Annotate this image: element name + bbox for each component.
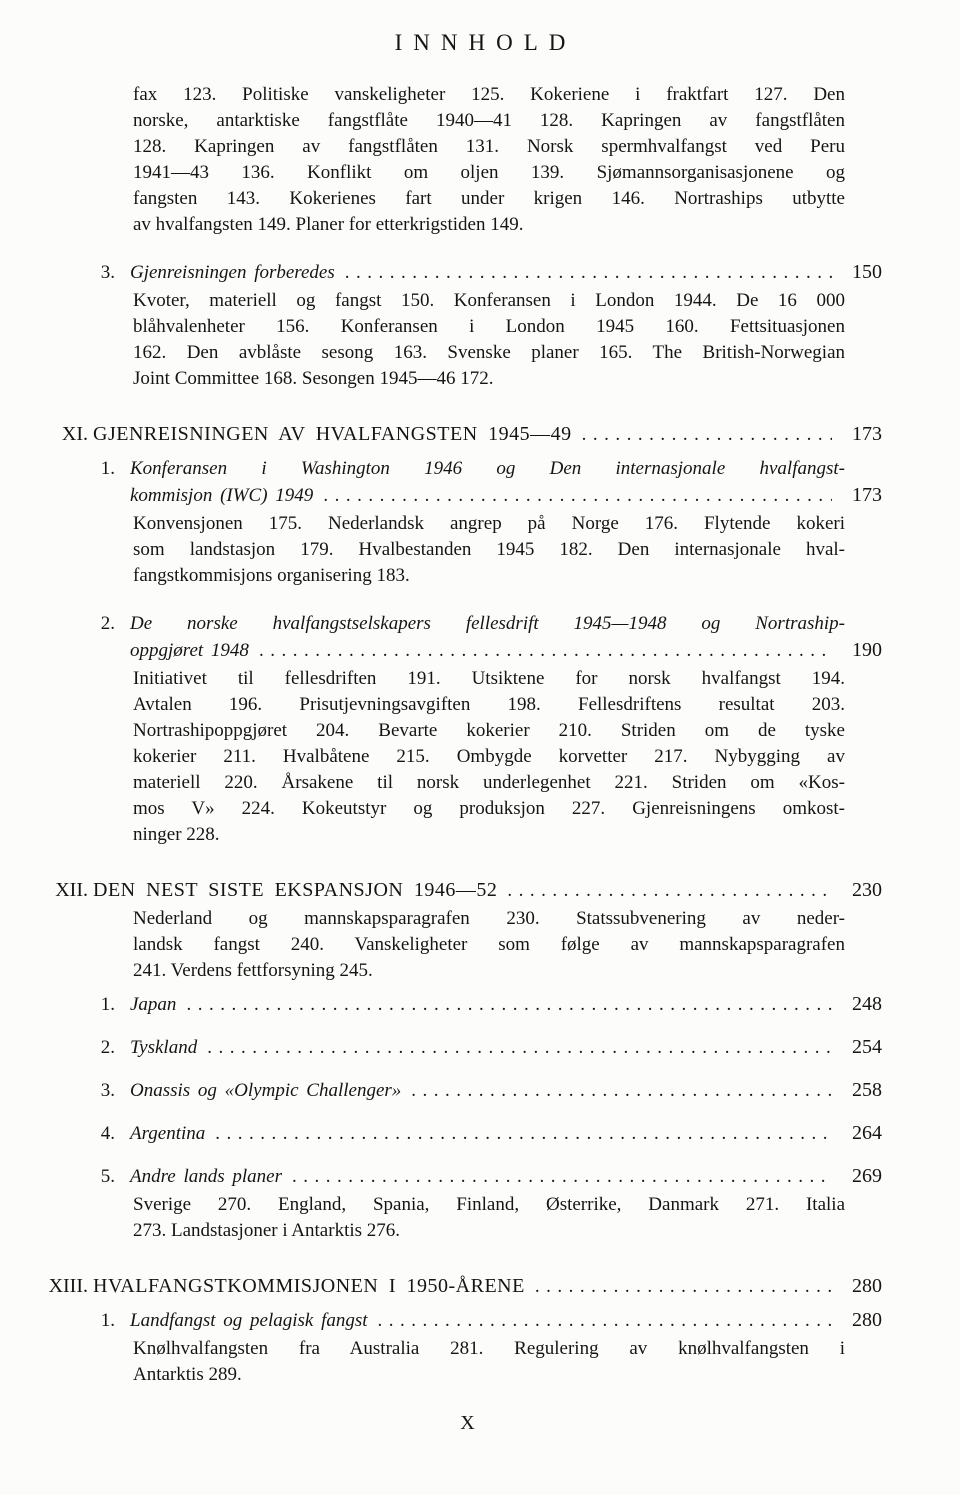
section-entry [0,1120,960,1147]
page-number: 248 [852,993,882,1015]
dot-leader [292,1163,832,1190]
entry-number: 1. [100,458,115,479]
dot-leader [215,1120,832,1147]
body-line: ninger 228. [133,824,220,845]
chapter-entry [0,877,960,984]
entry-number: XI. [61,423,88,445]
body-line: Avtalen 196. Prisutjevningsavgiften 198. Fellesdriftens resultat 203. [133,694,845,715]
section-title: Landfangst og pelagisk fangst [130,1310,368,1331]
page-number: 269 [852,1165,882,1187]
section-title: Konferansen i Washington 1946 og Den internasjonale hvalfangst- [130,458,845,479]
body-paragraph [133,906,845,984]
body-line: materiell 220. Årsakene til norsk underlegenhet 221. Striden om «Kos- [133,772,845,793]
section-title: Gjenreisningen forberedes [130,262,335,283]
section-title: Andre lands planer [130,1166,283,1187]
dot-leader [535,1273,832,1300]
dot-leader [323,482,832,509]
body-line: som landstasjon 179. Hvalbestanden 1945 182. Den internasjonale hval- [133,539,845,560]
chapter-title: GJENREISNINGEN AV HVALFANGSTEN 1945—49 [93,423,572,445]
body-line: 162. Den avblåste sesong 163. Svenske planer 165. The British-Norwegian [133,342,845,363]
chapter-row [30,877,882,904]
section-entry [0,259,960,392]
body-paragraph [133,1336,845,1388]
dot-leader [186,991,832,1018]
body-line: Nortrashipoppgjøret 204. Bevarte kokerier 210. Striden om de tyske [133,720,845,741]
page-number: 173 [852,484,882,506]
body-paragraph [133,511,845,589]
page-number: 280 [852,1309,882,1331]
section-title: De norske hvalfangstselskapers fellesdrift 1945—1948 og Nortraship- [130,613,845,634]
body-line: fax 123. Politiske vanskeligheter 125. Kokeriene i fraktfart 127. Den [133,84,845,105]
section-row [30,637,882,664]
page-number: 264 [852,1122,882,1144]
entry-number: 1. [100,994,115,1015]
dot-leader [207,1034,832,1061]
chapter-entry [0,421,960,448]
dot-leader [507,877,832,904]
section-title: Tyskland [130,1037,198,1058]
section-title: oppgjøret 1948 [130,640,249,661]
section-entry [0,610,960,848]
section-entry [0,991,960,1018]
section-row [30,610,882,637]
page-number: 230 [852,879,882,901]
body-paragraph [133,1192,845,1244]
body-line: av hvalfangsten 149. Planer for etterkrigstiden 149. [133,214,524,235]
chapter-row [30,1273,882,1300]
section-entry [0,1163,960,1244]
dot-leader [345,259,832,286]
dot-leader [582,421,832,448]
body-line: landsk fangst 240. Vanskeligheter som følge av mannskapsparagrafen [133,934,845,955]
body-paragraph [133,666,845,848]
section-entry [0,1034,960,1061]
section-row [30,259,882,286]
section-title: kommisjon (IWC) 1949 [130,485,314,506]
body-line: Joint Committee 168. Sesongen 1945—46 172. [133,368,494,389]
body-line: kokerier 211. Hvalbåtene 215. Ombygde korvetter 217. Nybygging av [133,746,845,767]
body-line: Nederland og mannskapsparagrafen 230. Statssubvenering av neder- [133,908,845,929]
entry-number: 3. [100,1080,115,1101]
chapter-row [30,421,882,448]
body-line: Antarktis 289. [133,1364,242,1385]
chapter-entry [0,1273,960,1300]
body-line: blåhvalenheter 156. Konferansen i London 1945 160. Fettsituasjonen [133,316,845,337]
entry-number: 1. [100,1310,115,1331]
section-row [30,482,882,509]
body-paragraph [133,82,845,238]
page-footer-number: X [460,1412,475,1434]
section-entry [0,1077,960,1104]
dot-leader [259,637,832,664]
page-number: 254 [852,1036,882,1058]
section-row [30,991,882,1018]
dot-leader [411,1077,832,1104]
section-row [30,1120,882,1147]
body-line: fangstkommisjons organisering 183. [133,565,410,586]
section-row [30,1077,882,1104]
chapter-title: HVALFANGSTKOMMISJONEN I 1950-ÅRENE [93,1275,525,1297]
page-title: INNHOLD [394,30,577,55]
section-entry [0,1307,960,1388]
entry-number: XII. [55,879,88,901]
page-number: 173 [852,423,882,445]
body-line: Konvensjonen 175. Nederlandsk angrep på Norge 176. Flytende kokeri [133,513,845,534]
entry-number: 2. [100,1037,115,1058]
body-line: Knølhvalfangsten fra Australia 281. Regulering av knølhvalfangsten i [133,1338,845,1359]
body-line: Sverige 270. England, Spania, Finland, Østerrike, Danmark 271. Italia [133,1194,845,1215]
entry-number: XIII. [48,1275,88,1297]
toc-entries [0,82,960,1388]
body-line: norske, antarktiske fangstflåte 1940—41 128. Kapringen av fangstflåten [133,110,845,131]
body-line: 1941—43 136. Konflikt om oljen 139. Sjømannsorganisasjonene og [133,162,845,183]
section-row [30,1034,882,1061]
entry-number: 3. [100,262,115,283]
page-number: 150 [852,261,882,283]
section-row [30,1163,882,1190]
section-row [30,1307,882,1334]
entry-number: 4. [100,1123,115,1144]
body-paragraph [133,288,845,392]
page-number: 280 [852,1275,882,1297]
entry-number: 2. [100,613,115,634]
section-entry [0,455,960,589]
dot-leader [378,1307,832,1334]
section-row [30,455,882,482]
body-line: Initiativet til fellesdriften 191. Utsiktene for norsk hvalfangst 194. [133,668,845,689]
section-title: Argentina [130,1123,206,1144]
entry-number: 5. [100,1166,115,1187]
body-line: mos V» 224. Kokeutstyr og produksjon 227. Gjenreisningens omkost- [133,798,845,819]
body-line: 241. Verdens fettforsyning 245. [133,960,373,981]
section-title: Onassis og «Olympic Challenger» [130,1080,402,1101]
body-line: 128. Kapringen av fangstflåten 131. Norsk spermhvalfangst ved Peru [133,136,845,157]
body-line: 273. Landstasjoner i Antarktis 276. [133,1220,401,1241]
page-number: 190 [852,639,882,661]
body-line: fangsten 143. Kokerienes fart under krigen 146. Nortraships utbytte [133,188,845,209]
page-number: 258 [852,1079,882,1101]
section-title: Japan [130,994,177,1015]
chapter-title: DEN NEST SISTE EKSPANSJON 1946—52 [93,879,498,901]
body-line: Kvoter, materiell og fangst 150. Konferansen i London 1944. De 16 000 [133,290,845,311]
